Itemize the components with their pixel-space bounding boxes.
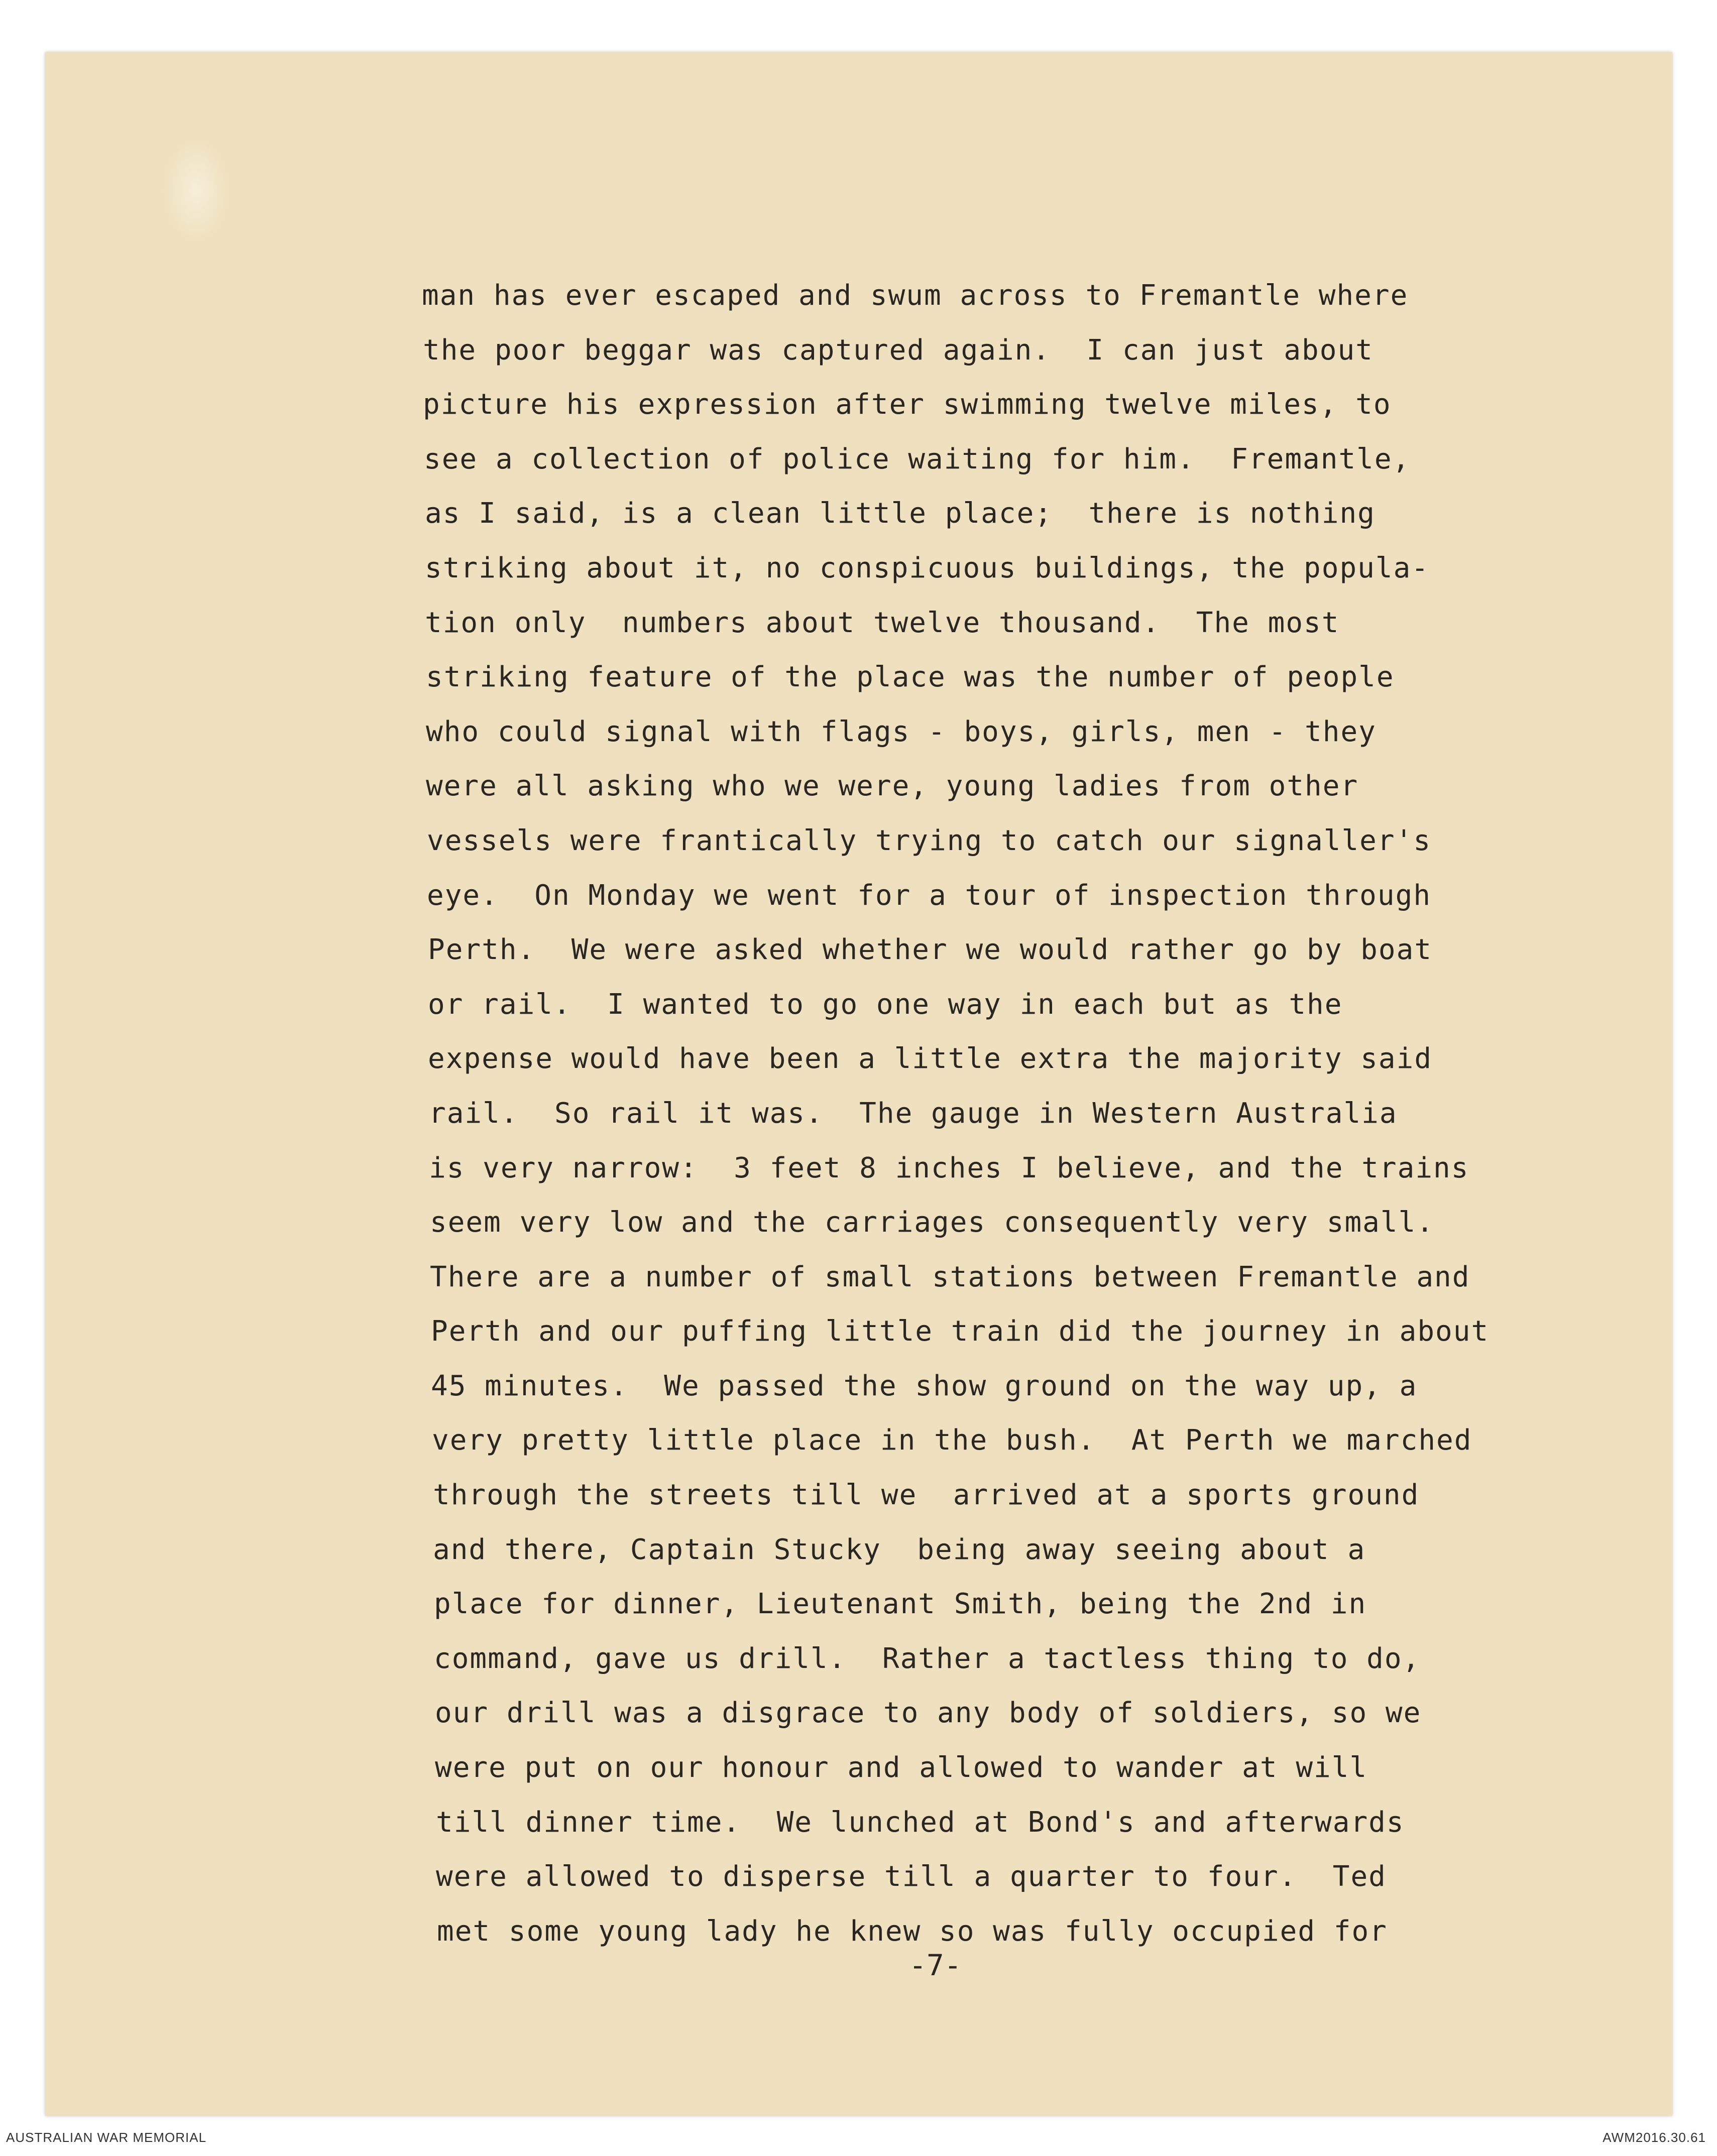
text-line: who could signal with flags - boys, girls, men - they xyxy=(426,715,1377,748)
text-line: as I said, is a clean little place; there is nothing xyxy=(425,497,1376,530)
text-line: very pretty little place in the bush. At Perth we marched xyxy=(432,1424,1472,1457)
typed-text-body xyxy=(422,269,1647,1959)
text-line: vessels were frantically trying to catch our signaller's xyxy=(427,824,1432,857)
text-line: met some young lady he knew so was fully occupied for xyxy=(437,1914,1388,1948)
text-line: till dinner time. We lunched at Bond's and afterwards xyxy=(436,1806,1405,1839)
text-line: or rail. I wanted to go one way in each but as the xyxy=(428,988,1343,1021)
page-number: -7- xyxy=(909,1948,962,1982)
text-line: Perth and our puffing little train did the journey in about xyxy=(431,1315,1490,1348)
text-line: is very narrow: 3 feet 8 inches I believe, and the trains xyxy=(429,1151,1469,1184)
text-line: man has ever escaped and swum across to Fremantle where xyxy=(422,279,1409,312)
text-line: 45 minutes. We passed the show ground on the way up, a xyxy=(431,1369,1418,1402)
archive-reference-id: AWM2016.30.61 xyxy=(1602,2130,1706,2145)
text-line: our drill was a disgrace to any body of soldiers, so we xyxy=(435,1697,1422,1730)
text-line: command, gave us drill. Rather a tactless thing to do, xyxy=(434,1642,1421,1675)
text-line: eye. On Monday we went for a tour of inspection through xyxy=(427,879,1432,912)
text-line: were all asking who we were, young ladies from other xyxy=(426,770,1359,803)
text-line: and there, Captain Stucky being away seeing about a xyxy=(433,1533,1366,1566)
text-line: expense would have been a little extra the majority said xyxy=(428,1042,1433,1075)
text-line: striking about it, no conspicuous buildings, the popula- xyxy=(425,551,1430,584)
text-line: tion only numbers about twelve thousand. The most xyxy=(425,606,1340,639)
text-line: There are a number of small stations between Fremantle and xyxy=(430,1260,1470,1293)
text-line: were allowed to disperse till a quarter to four. Ted xyxy=(436,1860,1387,1893)
text-line: seem very low and the carriages consequently very small. xyxy=(430,1206,1435,1239)
text-line: rail. So rail it was. The gauge in Western Australia xyxy=(429,1097,1398,1130)
archive-credit: AUSTRALIAN WAR MEMORIAL xyxy=(6,2130,207,2145)
text-line: see a collection of police waiting for him. Fremantle, xyxy=(424,442,1411,475)
text-line: picture his expression after swimming twelve miles, to xyxy=(423,388,1392,421)
text-line: the poor beggar was captured again. I can just about xyxy=(423,333,1373,367)
text-line: through the streets till we arrived at a sports ground xyxy=(433,1479,1420,1512)
paper-blemish xyxy=(161,135,231,246)
text-line: were put on our honour and allowed to wander at will xyxy=(435,1751,1368,1784)
text-line: Perth. We were asked whether we would rather go by boat xyxy=(428,933,1433,967)
text-line: place for dinner, Lieutenant Smith, being the 2nd in xyxy=(434,1588,1367,1621)
text-line: striking feature of the place was the number of people xyxy=(426,661,1395,694)
